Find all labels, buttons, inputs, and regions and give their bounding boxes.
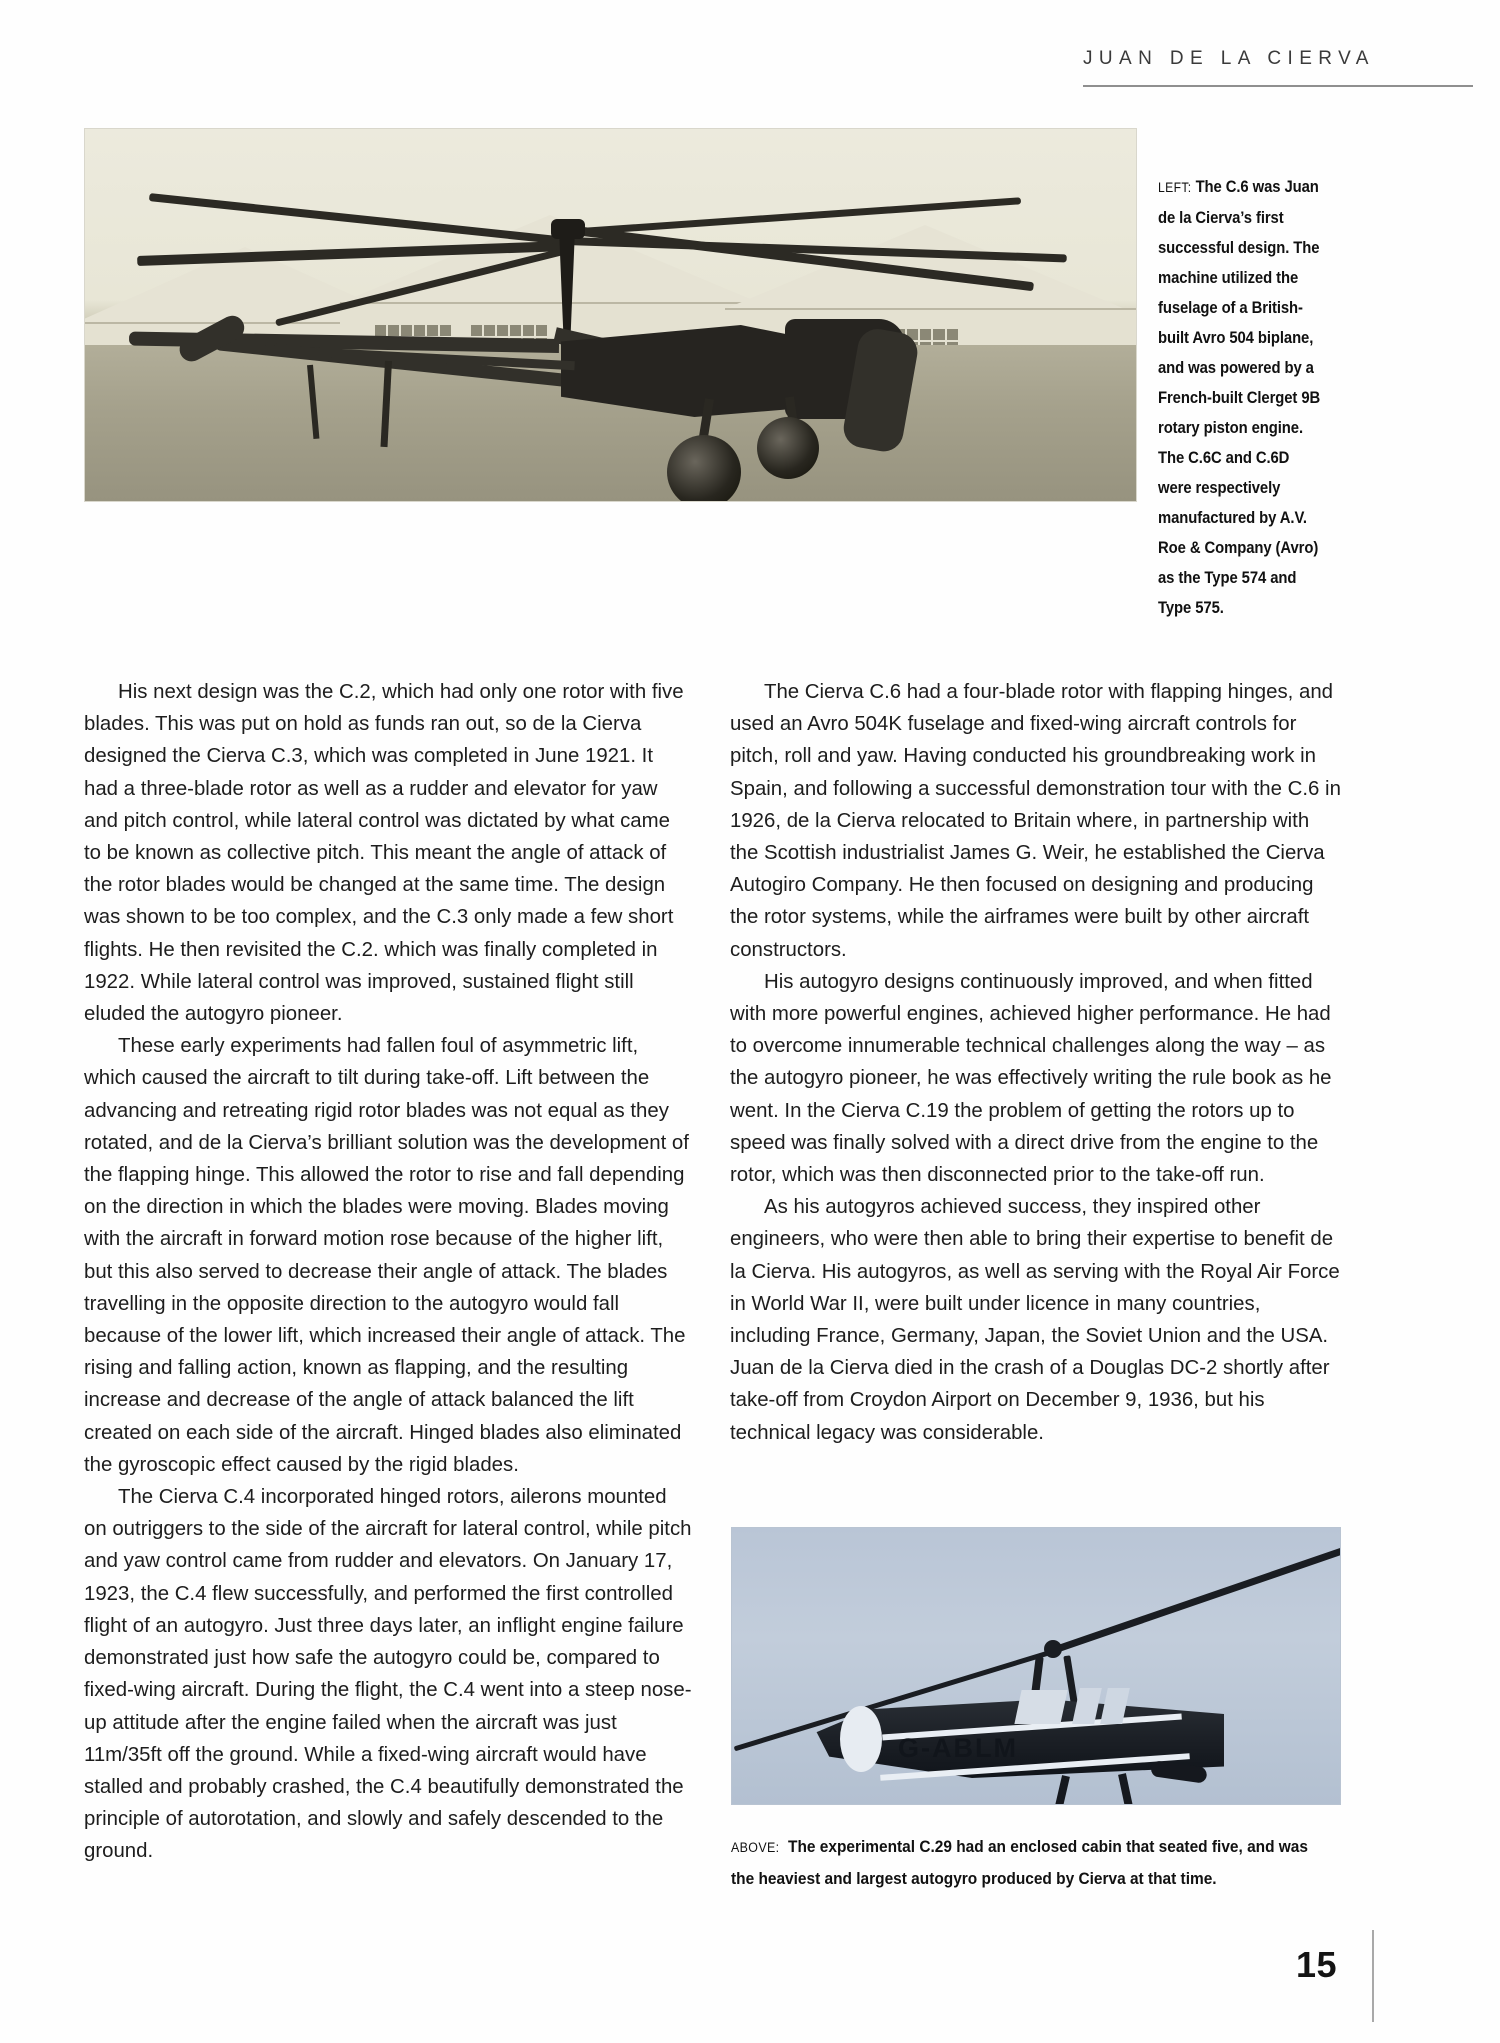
- photo-scene: [85, 129, 1136, 501]
- caption-line-12: Roe & Company (Avro): [1158, 539, 1319, 557]
- top-photo-caption: [1158, 172, 1358, 623]
- bottom-photo-caption: [731, 1831, 1421, 1894]
- header-divider: [1083, 85, 1473, 87]
- caption-line-1: de la Cierva’s first: [1158, 209, 1284, 227]
- folio-divider: [1372, 1930, 1374, 2022]
- paragraph: His autogyro designs continuously improved, and when fitted with more powerful engines, achieved higher performance. He had to overcome innumerable technical challenges along the way – as the autogyro pioneer, he was effectively writing the rule book as he went. In the Cierva C.19 the problem of getting the rotors up to speed was finally solved with a direct drive from the engine to the rotor, which was then disconnected prior to the take-off run.: [730, 970, 1332, 1187]
- paragraph: The Cierva C.6 had a four-blade rotor with flapping hinges, and used an Avro 504K fuselage and fixed-wing aircraft controls for pitch, roll and yaw. Having conducted his groundbreaking work in Spain, and following a successful demonstration tour with the C.6 in 1926, de la Cierva relocated to Britain where, in partnership with the Scottish industrialist James G. Weir, he established the Cierva Autogiro Company. He then focused on designing and producing the rotor systems, while the airframes were built by other aircraft constructors.: [730, 681, 1341, 961]
- paragraph: His next design was the C.2, which had only one rotor with five blades. This was put on hold as funds ran out, so de la Cierva designed the Cierva C.3, which was completed in June 1921. It had a three-blade rotor as well as a rudder and elevator for yaw and pitch control, while lateral control was dictated by what came to be known as collective pitch. This meant the angle of attack of the rotor blades would be changed at the same time. The design was shown to be too complex, and the C.3 only made a few short flights. He then revisited the C.2. which was finally completed in 1922. While lateral control was improved, sustained flight still eluded the autogyro pioneer.: [84, 681, 684, 1026]
- bottom-photograph: [731, 1527, 1341, 1805]
- caption-kicker: LEFT:: [1158, 180, 1192, 195]
- bottom-caption-text-0: The experimental C.29 had an enclosed cabin that seated five, and was: [788, 1837, 1308, 1856]
- caption-text-0: The C.6 was Juan: [1195, 178, 1319, 196]
- caption-line-2: successful design. The: [1158, 239, 1320, 257]
- caption-line-9: The C.6C and C.6D: [1158, 449, 1290, 467]
- caption-line-11: manufactured by A.V.: [1158, 509, 1307, 527]
- main-wheel-left: [667, 435, 741, 502]
- bottom-caption-line-0: [731, 1831, 1421, 1863]
- rotor-head: [1044, 1640, 1062, 1658]
- page-title: JUAN DE LA CIERVA: [1083, 48, 1375, 69]
- body-column-right: [730, 676, 1342, 1449]
- caption-line-8: rotary piston engine.: [1158, 419, 1303, 437]
- registration-marking: G-ABLM: [898, 1733, 1018, 1763]
- hangar-roof-right: [725, 225, 1125, 309]
- caption-line-7: French-built Clerget 9B: [1158, 389, 1321, 407]
- caption-line-4: fuselage of a British-: [1158, 299, 1303, 317]
- caption-line-13: as the Type 574 and: [1158, 569, 1297, 587]
- running-header: [1083, 48, 1473, 70]
- paragraph: The Cierva C.4 incorporated hinged rotors, ailerons mounted on outriggers to the side of the aircraft for lateral control, while pitch and yaw control came from rudder and elevators. On January 17, 1923, the C.4 flew successfully, and performed the first controlled flight of an autogyro. Just three days later, an inflight engine failure demonstrated just how safe the autogyro could be, compared to fixed-wing aircraft. During the flight, the C.4 went into a steep nose-up attitude after the engine failed when the aircraft was just 11m/35ft off the ground. While a fixed-wing aircraft would have stalled and probably crashed, the C.4 beautifully demonstrated the principle of autorotation, and slowly and safely descended to the ground.: [84, 1486, 692, 1863]
- page-number: 15: [1296, 1944, 1338, 1985]
- cabin-window-1: [1014, 1690, 1067, 1724]
- body-column-left: [84, 676, 692, 1868]
- main-wheel-right: [757, 417, 819, 479]
- caption-line-6: and was powered by a: [1158, 359, 1314, 377]
- caption-line-5: built Avro 504 biplane,: [1158, 329, 1314, 347]
- caption-line-14: Type 575.: [1158, 599, 1224, 617]
- caption-line-10: were respectively: [1158, 479, 1281, 497]
- bottom-caption-line-1: the heaviest and largest autogyro produced by Cierva at that time.: [731, 1869, 1217, 1888]
- top-photograph: [84, 128, 1137, 502]
- caption-line-0: [1158, 172, 1358, 203]
- bottom-caption-kicker: ABOVE:: [731, 1840, 780, 1855]
- rotor-hub: [551, 219, 585, 239]
- paragraph: As his autogyros achieved success, they inspired other engineers, who were then able to bring their expertise to benefit de la Cierva. His autogyros, as well as serving with the Royal Air Force in World War II, were built under licence in many countries, including France, Germany, Japan, the Soviet Union and the USA. Juan de la Cierva died in the crash of a Douglas DC-2 shortly after take-off from Croydon Airport on December 9, 1936, but his technical legacy was considerable.: [730, 1196, 1340, 1444]
- nose-spinner: [840, 1706, 882, 1772]
- caption-line-3: machine utilized the: [1158, 269, 1299, 287]
- paragraph: These early experiments had fallen foul of asymmetric lift, which caused the aircraft to tilt during take-off. Lift between the advancing and retreating rigid rotor blades was not equal as they rotated, and de la Cierva’s brilliant solution was the development of the flapping hinge. This allowed the rotor to rise and fall depending on the direction in which the blades were moving. Blades moving with the aircraft in forward motion rose because of the higher lift, but this also served to decrease their angle of attack. The blades travelling in the opposite direction to the autogyro would fall because of the lower lift, which increased their angle of attack. The rising and falling action, known as flapping, and the resulting increase and decrease of the angle of attack balanced the lift created on each side of the aircraft. Hinged blades also eliminated the gyroscopic effect caused by the rigid blades.: [84, 1035, 689, 1476]
